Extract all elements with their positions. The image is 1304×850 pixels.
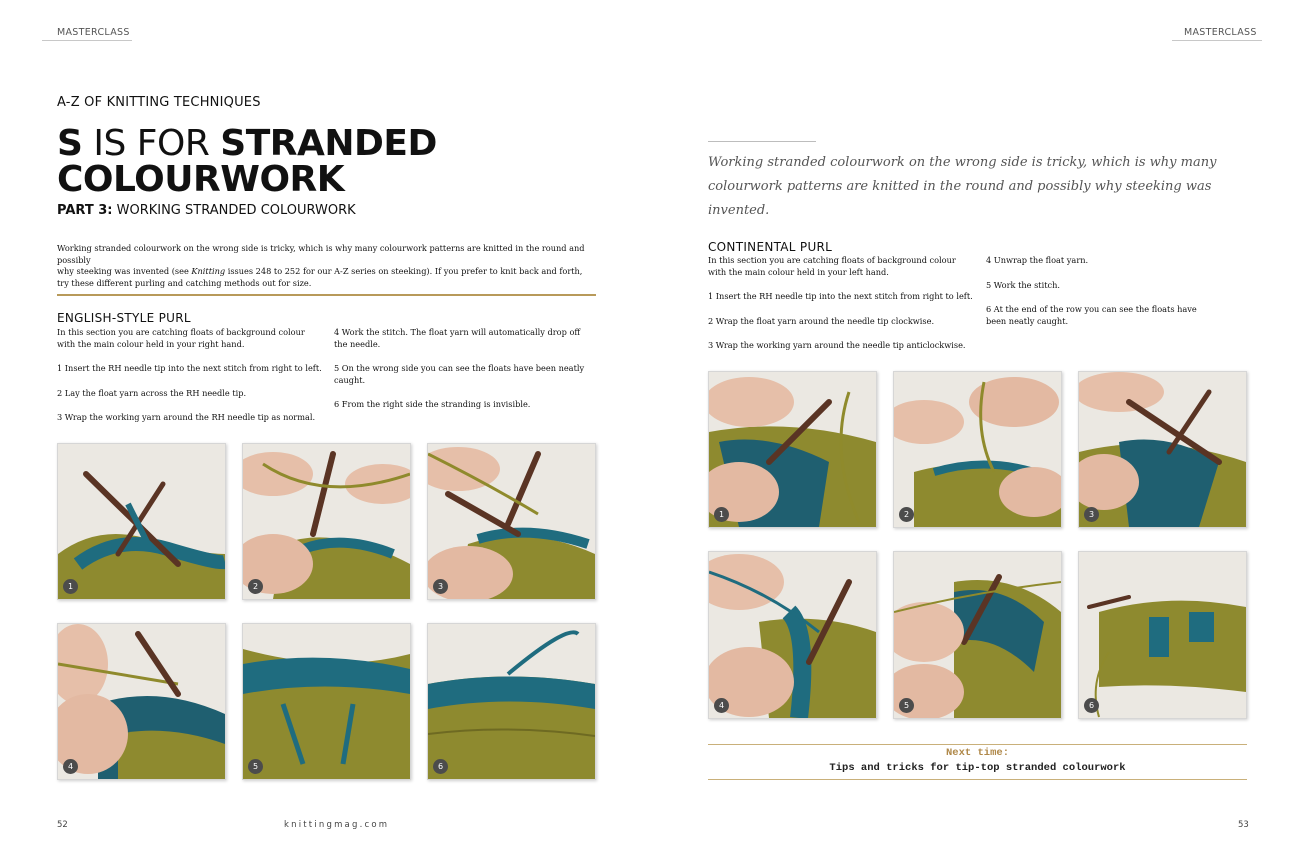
pull-quote: Working stranded colourwork on the wrong side is tricky, which is why many colourwork patterns are knitted in the round and possibly why steeking was invented. bbox=[708, 155, 1217, 218]
english-step-6: 6 From the right side the stranding is invisible. bbox=[334, 399, 531, 409]
knitting-photo-illustration bbox=[428, 444, 595, 599]
continental-photo-4 bbox=[708, 551, 877, 719]
intro-line-2-start: why steeking was invented (see bbox=[57, 266, 192, 276]
page-number-right: 53 bbox=[1238, 820, 1249, 830]
english-step-2: 2 Lay the float yarn across the RH needle tip. bbox=[57, 387, 247, 398]
english-photo-1 bbox=[57, 443, 226, 600]
headline-letter: S bbox=[57, 123, 83, 164]
next-time-label: Next time: bbox=[945, 747, 1009, 759]
continental-step-2: 2 Wrap the float yarn around the needle tip clockwise. bbox=[708, 315, 935, 326]
continental-column-left bbox=[708, 255, 974, 365]
next-time-rule-bottom bbox=[708, 779, 1247, 780]
part-subtitle bbox=[57, 203, 356, 218]
knitting-photo-illustration bbox=[1079, 372, 1246, 527]
running-head-left: MASTERCLASS bbox=[57, 27, 130, 38]
page-number-left: 52 bbox=[57, 820, 68, 830]
headline-word-1: STRANDED bbox=[220, 123, 437, 164]
photo-number-badge: 4 bbox=[63, 759, 78, 774]
photo-number-badge: 2 bbox=[899, 507, 914, 522]
english-photo-5 bbox=[242, 623, 411, 780]
intro-line-2-end: issues 248 to 252 for our A-Z series on steeking). If you prefer to knit back and forth, bbox=[225, 266, 583, 276]
intro-line-1: Working stranded colourwork on the wrong side is tricky, which is why many colourwork patterns are knitted in the round and possibly bbox=[57, 243, 585, 265]
photo-number-badge: 3 bbox=[1084, 507, 1099, 522]
continental-photo-1 bbox=[708, 371, 877, 528]
knitting-photo-illustration bbox=[243, 444, 410, 599]
english-step-3: 3 Wrap the working yarn around the RH needle tip as normal. bbox=[57, 412, 316, 422]
english-photo-6 bbox=[427, 623, 596, 780]
english-column-right bbox=[334, 327, 596, 424]
english-heading: ENGLISH-STYLE PURL bbox=[57, 311, 191, 325]
knitting-photo-illustration bbox=[243, 624, 410, 779]
continental-photo-3 bbox=[1078, 371, 1247, 528]
english-column-left bbox=[57, 327, 323, 437]
photo-number-badge: 1 bbox=[714, 507, 729, 522]
english-photo-2 bbox=[242, 443, 411, 600]
intro-line-2 bbox=[57, 266, 617, 278]
knitting-photo-illustration bbox=[709, 372, 876, 527]
intro-paragraph bbox=[57, 243, 617, 289]
photo-number-badge: 1 bbox=[63, 579, 78, 594]
headline-word-2: COLOURWORK bbox=[57, 159, 345, 200]
running-head-rule-left bbox=[42, 40, 132, 41]
continental-heading: CONTINENTAL PURL bbox=[708, 240, 833, 254]
knitting-photo-illustration bbox=[58, 444, 225, 599]
continental-step-3: 3 Wrap the working yarn around the needle tip anticlockwise. bbox=[708, 340, 966, 350]
next-time-rule-top bbox=[708, 744, 1247, 745]
english-photo-3 bbox=[427, 443, 596, 600]
headline-middle: IS FOR bbox=[82, 123, 221, 164]
photo-number-badge: 5 bbox=[248, 759, 263, 774]
continental-step-5: 5 Work the stitch. bbox=[986, 279, 1060, 290]
article-headline bbox=[57, 123, 437, 200]
next-time-text: Tips and tricks for tip-top stranded colourwork bbox=[829, 762, 1126, 774]
photo-number-badge: 4 bbox=[714, 698, 729, 713]
continental-step-1: 1 Insert the RH needle tip into the next stitch from right to left. bbox=[708, 291, 973, 301]
english-step-4: 4 Work the stitch. The float yarn will automatically drop off the needle. bbox=[334, 327, 581, 349]
knitting-photo-illustration bbox=[709, 552, 876, 718]
knitting-photo-illustration bbox=[1079, 552, 1246, 718]
english-step-1: 1 Insert the RH needle tip into the next stitch from right to left. bbox=[57, 363, 322, 373]
english-photo-4 bbox=[57, 623, 226, 780]
part-label: PART 3: bbox=[57, 203, 113, 218]
knitting-photo-illustration bbox=[58, 624, 225, 779]
knitting-photo-illustration bbox=[894, 372, 1061, 527]
photo-number-badge: 6 bbox=[1084, 698, 1099, 713]
intro-magazine-title: Knitting bbox=[191, 266, 226, 276]
knitting-photo-illustration bbox=[894, 552, 1061, 718]
english-step-5: 5 On the wrong side you can see the floats have been neatly caught. bbox=[334, 363, 585, 385]
continental-column-right bbox=[986, 255, 1216, 340]
part-title: WORKING STRANDED COLOURWORK bbox=[112, 203, 356, 218]
pull-quote-rule bbox=[708, 141, 816, 142]
photo-number-badge: 2 bbox=[248, 579, 263, 594]
running-head-rule-right bbox=[1172, 40, 1262, 41]
continental-photo-2 bbox=[893, 371, 1062, 528]
headline-line-1 bbox=[57, 123, 437, 164]
photo-number-badge: 6 bbox=[433, 759, 448, 774]
intro-line-3: try these different purling and catching methods out for size. bbox=[57, 277, 312, 288]
continental-step-4: 4 Unwrap the float yarn. bbox=[986, 255, 1089, 265]
continental-photo-6 bbox=[1078, 551, 1247, 719]
knitting-photo-illustration bbox=[428, 624, 595, 779]
website-url: knittingmag.com bbox=[284, 820, 390, 830]
continental-intro: In this section you are catching floats of background colour with the main colour held in your left hand. bbox=[708, 255, 956, 277]
continental-step-6: 6 At the end of the row you can see the floats have been neatly caught. bbox=[986, 304, 1197, 326]
english-intro: In this section you are catching floats of background colour with the main colour held in your right hand. bbox=[57, 327, 305, 349]
running-head-right: MASTERCLASS bbox=[1184, 27, 1257, 38]
article-kicker: A-Z OF KNITTING TECHNIQUES bbox=[57, 95, 261, 110]
photo-number-badge: 3 bbox=[433, 579, 448, 594]
continental-photo-5 bbox=[893, 551, 1062, 719]
section-divider bbox=[57, 294, 596, 296]
photo-number-badge: 5 bbox=[899, 698, 914, 713]
